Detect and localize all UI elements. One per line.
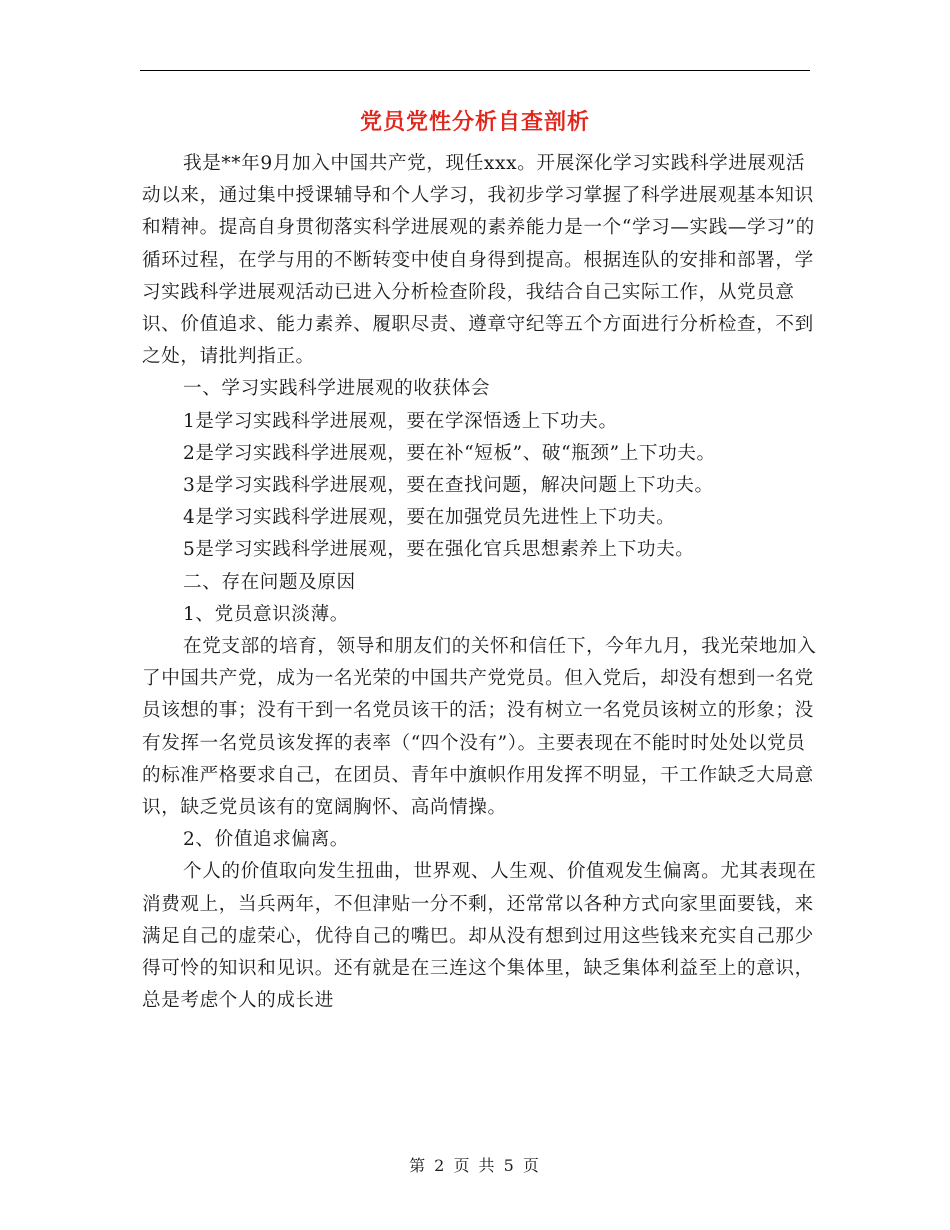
list-item: 3是学习实践科学进展观，要在查找问题，解决问题上下功夫。: [183, 475, 714, 497]
body-paragraph: 在党支部的培育，领导和朋友们的关怀和信任下，今年九月，我光荣地加入了中国共产党，成为一名光荣的中国共产党党员。但入党后，却没有想到一名党员该想的事；没有干到一名党员该干的活；没有树立一名党员该树立的形象；没有发挥一名党员该发挥的表率（“四个没有”）。主要表现在不能时时处处以党员的标准严格要求自己，在团员、青年中旗帜作用发挥不明显，干工作缺乏大局意识，缺乏党员该有的宽阔胸怀、高尚情操。: [142, 636, 817, 819]
subsection-heading-2: 2、价值追求偏离。: [183, 829, 349, 851]
header-rule: [140, 70, 810, 71]
subsection-heading-1: 1、党员意识淡薄。: [183, 603, 349, 625]
document-body: [142, 148, 822, 1017]
section-heading-2: 二、存在问题及原因: [183, 571, 356, 593]
list-item: 1是学习实践科学进展观，要在学深悟透上下功夫。: [183, 410, 618, 432]
document-title: 党员党性分析自查剖析: [359, 110, 590, 135]
list-item: 4是学习实践科学进展观，要在加强党员先进性上下功夫。: [183, 507, 676, 529]
list-item: 2是学习实践科学进展观，要在补“短板”、破“瓶颈”上下功夫。: [183, 442, 716, 464]
intro-paragraph: 我是**年9月加入中国共产党，现任xxx。开展深化学习实践科学进展观活动以来，通过集中授课辅导和个人学习，我初步学习掌握了科学进展观基本知识和精神。提高自身贯彻落实科学进展观的素养能力是一个“学习—实践—学习”的循环过程，在学与用的不断转变中使自身得到提高。根据连队的安排和部署，学习实践科学进展观活动已进入分析检查阶段，我结合自己实际工作，从党员意识、价值追求、能力素养、履职尽责、遵章守纪等五个方面进行分析检查，不到之处，请批判指正。: [142, 153, 815, 368]
list-item: 5是学习实践科学进展观，要在强化官兵思想素养上下功夫。: [183, 539, 695, 561]
body-paragraph: 个人的价值取向发生扭曲，世界观、人生观、价值观发生偏离。尤其表现在消费观上，当兵两年，不但津贴一分不剩，还常常以各种方式向家里面要钱，来满足自己的虚荣心，优待自己的嘴巴。却从没有想到过用这些钱来充实自己那少得可怜的知识和见识。还有就是在三连这个集体里，缺乏集体利益至上的意识，总是考虑个人的成长进: [142, 861, 817, 1012]
page-footer: 第 2 页 共 5 页: [409, 1156, 541, 1175]
section-heading-1: 一、学习实践科学进展观的收获体会: [183, 378, 491, 400]
